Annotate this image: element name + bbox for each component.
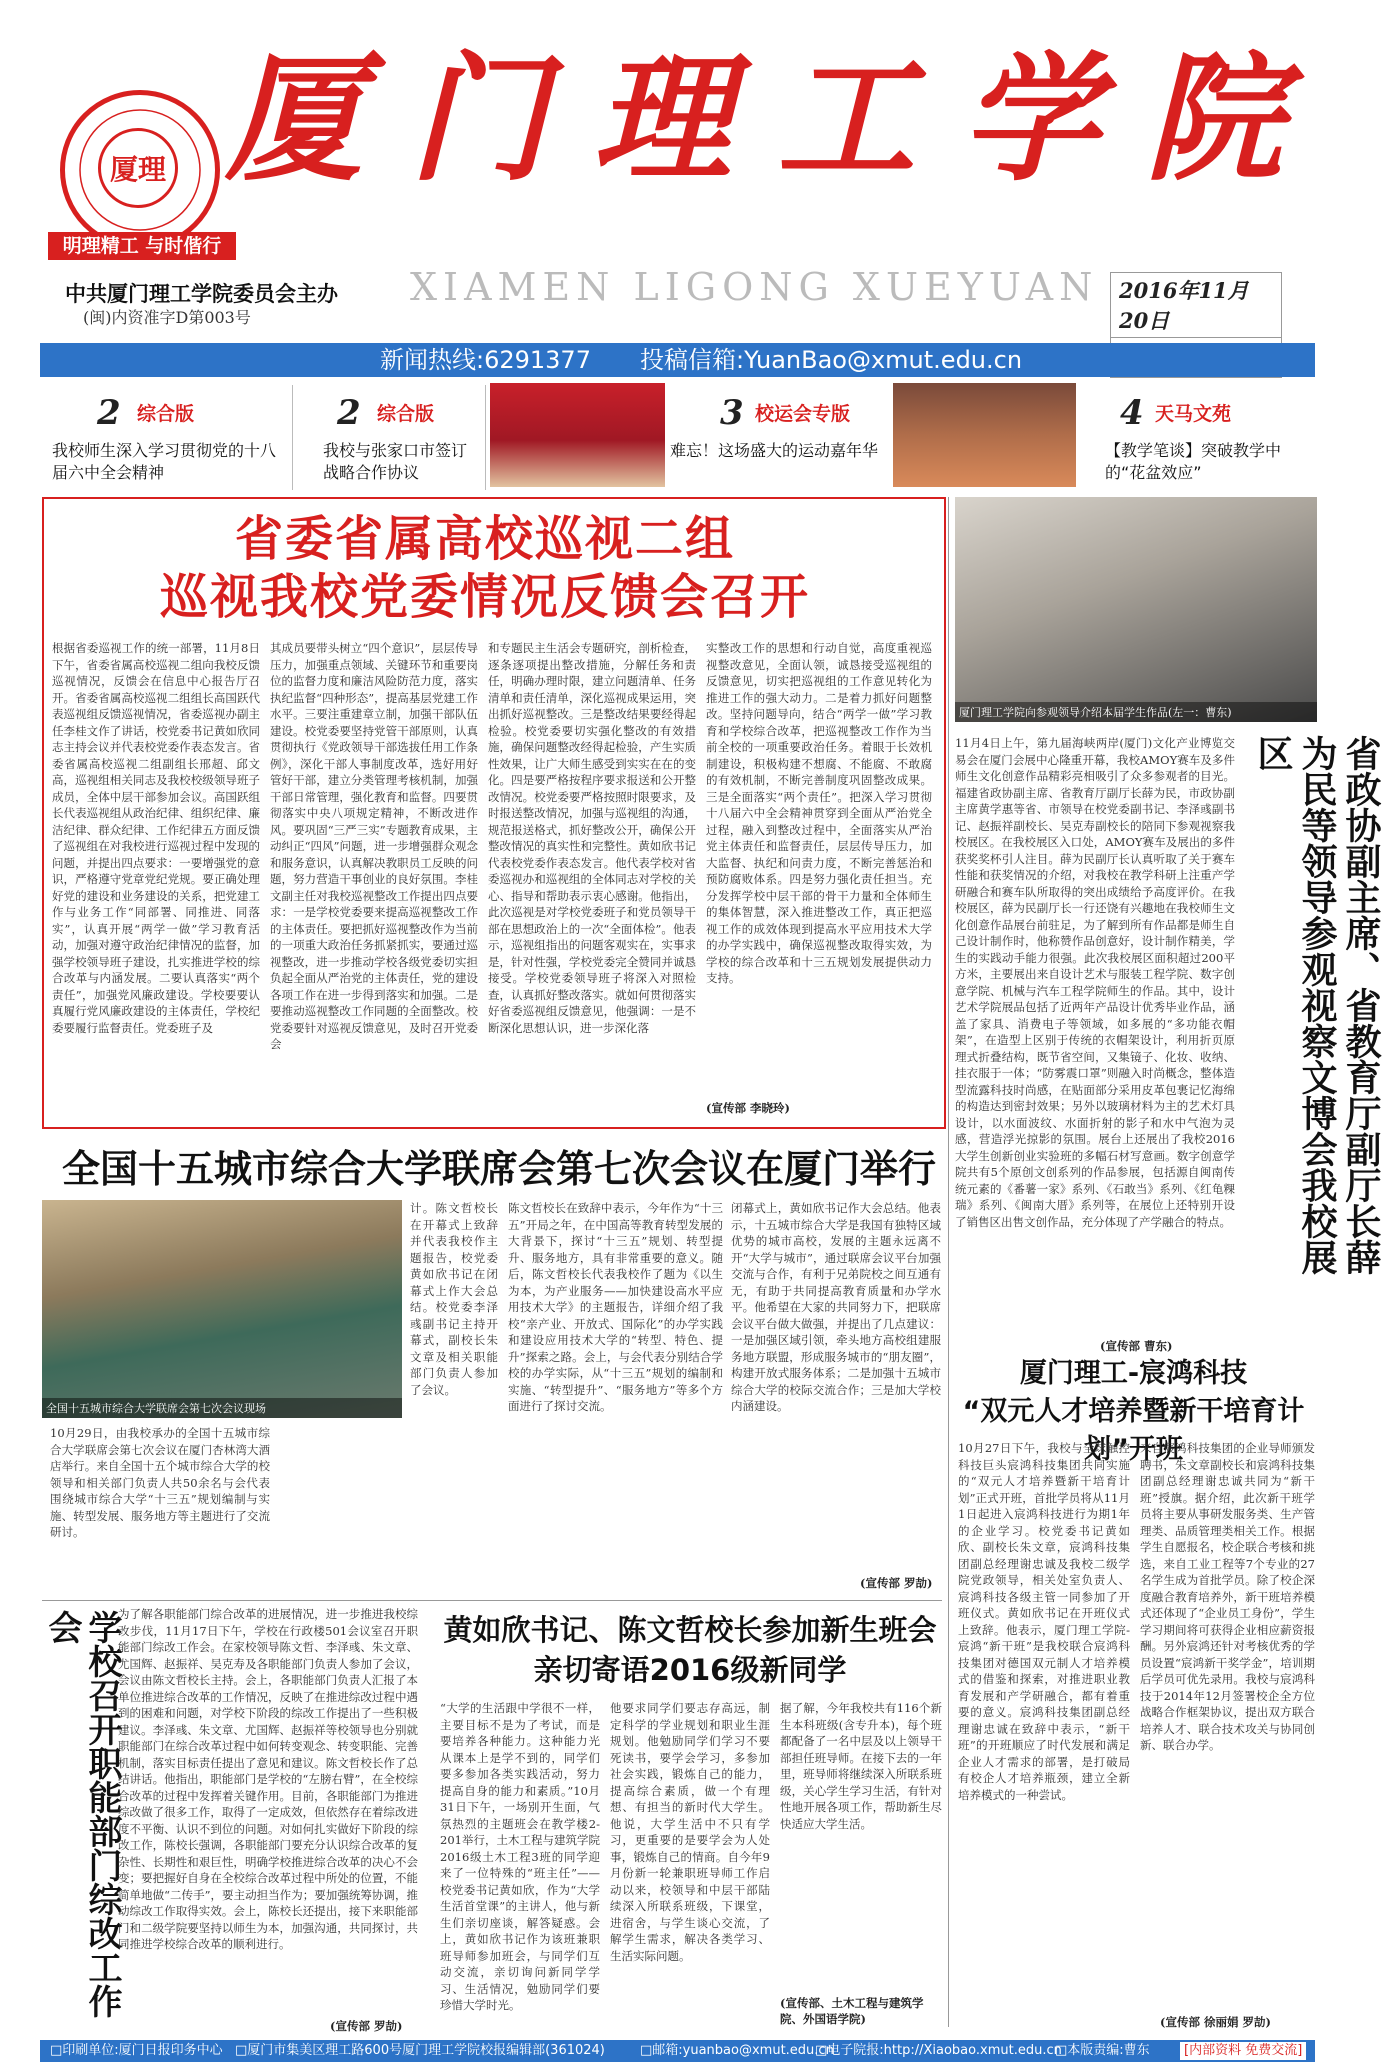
teaser-section: 综合版 bbox=[377, 403, 435, 425]
teaser-3[interactable] bbox=[665, 385, 890, 490]
reform-byline: (宣传部 罗劼) bbox=[330, 2019, 403, 2033]
teaser-4[interactable] bbox=[1080, 385, 1315, 490]
freshman-column-2: 他要求同学们要志存高远，制定科学的学业规划和职业生涯规划。他勉励同学们学习不要死读书，要学会学习，多参加社会实践，锻炼自己的能力，提高综合素质，做一个有理想、有担当的新时代大学生。他说，大学生活中不只有学习，更重要的是要学会为人处事，锻炼自己的情商。自今年9月份新一轮兼职班导师工作启动以来，校领导和中层干部陆续深入所联系班级，下课堂，进宿舍，与学生谈心交流，了解学生需求，解决各类学习、生活实际问题。 bbox=[610, 1701, 770, 1963]
coop-column-2: 来自宸鸿科技集团的企业导师颁发聘书，朱文章副校长和宸鸿科技集团副总经理谢忠诚共同为“新干班”授旗。据介绍，此次新干班学员将主要从事研发服务类、生产管理类、品质管理类相关工作。根据学生自愿报名，校企联合考核和挑选，来自工业工程等7个专业的27名学生成为首批学员。除了校企深度融合教育培养外，新干班培养模式还体现了“企业员工身份”，学生学习期间将可获得企业相应薪资报酬。另外宸鸿还针对考核优秀的学员设置“宸鸿新干奖学金”，培训期后学员可优先录用。我校与宸鸿科技于2014年12月签署校企全方位战略合作框架协议，提出双方联合培养人才、联合技术攻关与协同创新、联合办学。 bbox=[1140, 1441, 1315, 1752]
lead-byline: (宣传部 李晓玲) bbox=[706, 1101, 790, 1115]
school-motto: 明理精工 与时偕行 bbox=[48, 232, 236, 260]
teaser-2[interactable] bbox=[295, 385, 486, 490]
coop-headline-line1: 厦门理工-宸鸿科技 bbox=[1019, 1358, 1248, 1389]
coop-column-1: 10月27日下午，我校与全球触控科技巨头宸鸿科技集团共同实施的“双元人才培养暨新干培育计划”正式开班，首批学员将从11月1日起进入宸鸿科技进行为期1年的企业学习。校党委书记黄如欣、副校长朱文章，宸鸿科技集团副总经理谢忠诚及我校二级学院党政领导，相关处室负责人、宸鸿科技各级主管一同参加了开班仪式。黄如欣书记在开班仪式上致辞。他表示，厦门理工学院-宸鸿“新干班”是我校联合宸鸿科技集团对德国双元制人才培养模式的借鉴和探索，对推进职业教育发展和产学研融合，都有着重要的意义。宸鸿科技集团副总经理谢忠诚在致辞中表示，“新干班”的开班顺应了时代发展和满足企业人才需求的部署，是打破局有校企人才培养瓶颈，建立全新培养模式的一种尝试。 bbox=[958, 1441, 1130, 1802]
footer-address: □厦门市集美区理工路600号厦门理工学院校报编辑部(361024) bbox=[235, 2043, 605, 2058]
expo-byline: (宣传部 曹东) bbox=[1100, 1339, 1173, 1353]
teaser-text: 我校师生深入学习贯彻党的十八届六中全会精神 bbox=[52, 441, 277, 482]
freshman-byline: (宣传部、土木工程与建筑学院、外国语学院) bbox=[780, 1996, 924, 2026]
school-logo bbox=[60, 90, 220, 250]
reform-body: 为了解各职能部门综合改革的进展情况，进一步推进我校综改步伐，11月17日下午，学校在行政楼501会议室召开职能部门综改工作会。在家校领导陈文哲、李泽彧、朱文章、尤国辉、赵振祥、吴克寿及各职能部门负责人参加了会议，会议由陈文哲校长主持。会上，各职能部门负责人汇报了本单位推进综合改革的工作情况，反映了在推进综改过程中遇到的困难和问题，对学校下阶段的综改工作提出了一些积极建议。李泽彧、朱文章、尤国辉、赵振祥等校领导也分别就职能部门在综合改革过程中如何转变观念、转变职能、完善机制，落实目标责任提出了意见和建议。陈文哲校长作了总结讲话。他指出，职能部门是学校的“左膀右臂”，在全校综合改革的过程中发挥着关键作用。目前，各职能部门为推进综改做了很多工作，取得了一定成效，但依然存在着综改进度不平衡、认识不到位的问题。对如何扎实做好下阶段的综改工作，陈校长强调，各职能部门要充分认识综合改革的复杂性、长期性和艰巨性，明确学校推进综合改革的决心不会变；要把握好自身在全校综合改革过程中所处的位置，不能简单地做“二传手”，要主动担当作为；要加强统筹协调，推动综改工作取得实效。会上，陈校长还提出，接下来职能部门和二级学院要坚持以师生为本，加强沟通，共同探讨，共同推进学校综合改革的顺利进行。 bbox=[118, 1607, 418, 1951]
conference-column-2: 陈文哲校长在致辞中表示，今年作为“十三五”开局之年，在中国高等教育转型发展的大背景下，探讨“十三五”规划、转型提升、服务地方，具有非常重要的意义。随后，陈文哲校长代表我校作了题为《以生为本，为产业服务——加快建设高水平应用技术大学》的主题报告，详细介绍了我校“亲产业、开放式、国际化”的办学实践和建设应用技术大学的“转型、特色、提升”探索之路。会上，与会代表分别结合学校的办学实际，从“十三五”规划的编制和实施、“转型提升”、“服务地方”等多个方面进行了探讨交流。 bbox=[508, 1201, 723, 1413]
sports-meet-photo bbox=[893, 383, 1076, 487]
freshman-column-3: 据了解，今年我校共有116个新生本科班级(含专升本)，每个班都配备了一名中层及以上领导干部担任班导师。在接下去的一年里，班导师将继续深入所联系班级，关心学生学习生活，有针对性地开展各项工作，帮助新生尽快适应大学生活。 bbox=[780, 1701, 942, 1831]
freshman-headline-line1: 黄如欣书记、陈文哲校长参加新生班会 bbox=[443, 1613, 937, 1647]
column-divider bbox=[948, 497, 949, 2027]
footer-printer: □印刷单位:厦门日报印务中心 bbox=[50, 2043, 223, 2058]
news-hotline: 新闻热线:6291377 bbox=[380, 346, 591, 374]
footer-bar bbox=[40, 2040, 1315, 2062]
teaser-page-number: 3 bbox=[720, 393, 744, 433]
conference-column-3: 闭幕式上，黄如欣书记作大会总结。他表示，十五城市综合大学是我国有独特区域优势的城市高校，发展的主题永远离不开“大学与城市”，通过联席会议平台加强交流与合作，有利于兄弟院校之间互通有无，有助于共同提高教育质量和办学水平。他希望在大家的共同努力下，把联席会议平台做大做强，并提出了几点建议：一是加强区域引领，牵头地方高校组建服务地方联盟，形成服务城市的“朋友圈”，构建开放式服务体系；二是加强十五城市综合大学的校际交流合作；三是加大学校内涵建设。 bbox=[731, 1201, 941, 1413]
lead-headline-line2: 巡视我校党委情况反馈会召开 bbox=[159, 569, 810, 625]
signing-ceremony-photo bbox=[490, 383, 665, 487]
conference-photo bbox=[42, 1200, 402, 1418]
logo-ring-icon bbox=[65, 95, 215, 245]
teaser-text: 难忘！这场盛大的运动嘉年华 bbox=[670, 441, 879, 460]
conference-column-1b bbox=[280, 1425, 500, 1590]
lead-column-3: 和专题民主生活会专题研究，剖析检查，逐条逐项提出整改措施，分解任务和责任，明确办理时限，建立问题清单、任务清单和责任清单，深化巡视成果运用，突出抓好巡视整改。三是整改结果要经得起检验。校党委要切实强化整改的有效措施，确保问题整改经得起检验，产生实质性效果，让广大师生感受到实实在在的变化。四是要严格按程序要求报送和公开整改情况。校党委要严格按照时限要求，及时报送整改情况，加强与巡视组的沟通，规范报送格式，抓好整改公开，确保公开整改情况的真实性和完整性。黄如欣书记代表校党委作表态发言。他代表学校对省委巡视办和巡视组的全体同志对学校的关心、指导和帮助表示衷心感谢。他指出，此次巡视是对学校党委班子和党员领导干部在思想政治上的一次“全面体检”。他表示，巡视组指出的问题客观实在，实事求是，针对性强，学校党委完全赞同并诚恳接受。学校党委领导班子将深入对照检查，认真抓好整改落实。就如何贯彻落实好省委巡视组反馈意见，他强调：一是不断深化思想认识，进一步深化落 bbox=[488, 641, 696, 1035]
footer-editor: □本版责编:曹东 bbox=[1055, 2043, 1150, 2058]
expo-body: 11月4日上午，第九届海峡两岸(厦门)文化产业博览交易会在厦门会展中心隆重开幕，我校AMOY赛车及多件师生文化创意作品精彩亮相吸引了众多参观者的目光。福建省政协副主席、省教育厅副厅长薛为民，市政协副主席黄学惠等省、市领导在校党委副书记、李泽彧副书记、赵振祥副校长、吴克寿副校长的陪同下参观视察我校展区。在我校展区入口处，AMOY赛车及展出的多件获奖奖杯引人注目。薛为民副厅长认真听取了关于赛车性能和获奖情况的介绍，对我校在教学科研上注重产学研融合和赛车队所取得的突出成绩给予高度评价。在我校展区，薛为民副厅长一行还饶有兴趣地在我校师生文化创意作品展台前驻足，为了解到所有作品都是师生自己设计制作时，他称赞作品创意好，设计制作精美，学生的实践动手能力很强。此次我校展区面积超过200平方米，主要展出来自设计艺术与服装工程学院、数字创意学院、机械与汽车工程学院师生的作品。其中，设计艺术学院展品包括了近两年产品设计优秀毕业作品，涵盖了家具、消费电子等领域，如多展的“多功能衣帽架”，在造型上区别于传统的衣帽架设计，利用折页原理式折叠结构，既节省空间，又集镜子、化妆、收纳、挂衣服于一体；“防雾震口罩”则融入时尚概念，整体造型流露科技时尚感，在贴面部分采用皮革包裹记忆海绵的构造达到密封效果；另外以玻璃材料为主的艺术灯具设计，以水面波纹、水面折射的影子和水中气泡为灵感，营造浮光掠影的氛围。展台上还展出了我校2016大学生创新创业实验班的多幅石材写意画。数字创意学院共有5个原创文创系列的作品参展，包括源自闽南传统元素的《番薯一家》系列、《石敢当》系列、《红龟粿瑞》系列、《闽南大厝》系列等，在展位上还特别开设了销售区出售文创作品，充分体现了产学融合的特点。 bbox=[955, 736, 1235, 1229]
freshman-column-1: “大学的生活跟中学很不一样，主要目标不是为了考试，而是要培养各种能力。这种能力光从课本上是学不到的，同学们要多参加各类实践活动，努力提高自身的能力和素质。”10月31日下午，一场别开生面，气氛热烈的主题班会在教学楼2-201举行，土木工程与建筑学院2016级土木工程3班的同学迎来了一位特殊的“班主任”——校党委书记黄如欣，作为“大学生活首堂课”的主讲人，他与新生们亲切座谈，解答疑惑。会上，黄如欣书记作为该班兼职班导师参加班会，与同学们互动交流，亲切询问新同学学习、生活情况，勉励同学们要珍惜大学时光。 bbox=[440, 1701, 600, 2012]
section-divider bbox=[42, 1600, 942, 1601]
lead-headline-line1: 省委省属高校巡视二组 bbox=[234, 511, 735, 567]
submission-email[interactable]: 投稿信箱:YuanBao@xmut.edu.cn bbox=[640, 346, 1023, 374]
lead-column-4: 实整改工作的思想和行动自觉，高度重视巡视整改意见，全面认领，诚恳接受巡视组的反馈意见，切实把巡视组的工作意见转化为推进工作的强大动力。二是着力抓好问题整改。坚持问题导向，结合“两学一做”学习教育和学校综合改革，把巡视整改工作作为当前全校的一项重要政治任务。着眼于长效机制建设，积极构建不想腐、不能腐、不敢腐的有效机制，不断完善制度巩固整改成果。三是全面落实“两个责任”。把深入学习贯彻十八届六中全会精神贯穿到全面从严治党全过程，融入到整改过程中，全面落实从严治党主体责任和监督责任，层层传导压力，加大监督、执纪和问责力度，不断完善惩治和预防腐败体系。四是努力强化责任担当。充分发挥学校中层干部的骨干力量和全体师生的集体智慧，深入推进整改工作，真正把巡视工作的成效体现到提高水平应用技术大学的办学实践中，确保巡视整改取得实效，为学校的综合改革和十三五规划发展提供动力支持。 bbox=[706, 641, 932, 985]
teaser-text: 【教学笔谈】突破教学中的“花盆效应” bbox=[1105, 441, 1282, 482]
lead-headline[interactable] bbox=[90, 510, 880, 626]
teaser-text: 我校与张家口市签订战略合作协议 bbox=[323, 441, 468, 482]
teaser-section: 校运会专版 bbox=[755, 403, 851, 425]
footer-email[interactable]: □邮箱:yuanbao@xmut.edu.cn bbox=[640, 2043, 834, 2058]
coop-byline: (宣传部 徐丽娟 罗劼) bbox=[1160, 2015, 1271, 2029]
license-number: (闽)内资准字D第003号 bbox=[83, 308, 251, 327]
freshman-headline[interactable] bbox=[440, 1610, 940, 1690]
conference-intro-side: 计。陈文哲校长在开幕式上致辞并代表我校作主题报告，校党委黄如欣书记在闭幕式上作大会总结。校党委李泽彧副书记主持开幕式，副校长朱文章及相关职能部门负责人参加了会议。 bbox=[410, 1201, 498, 1397]
conference-column-1: 10月29日，由我校承办的全国十五城市综合大学联席会第七次会议在厦门杏林湾大酒店举行。来自全国十五个城市综合大学的校领导和相关部门负责人共50余名与会代表围绕城市综合大学“十三五”规划编制与实施、转型发展、服务地方等主题进行了交流研讨。 bbox=[50, 1426, 270, 1539]
expo-photo-caption: 厦门理工学院向参观领导介绍本届学生作品(左一：曹东) bbox=[955, 702, 1317, 722]
conference-byline: (宣传部 罗劼) bbox=[860, 1576, 933, 1590]
lead-column-1: 根据省委巡视工作的统一部署，11月8日下午，省委省属高校巡视二组向我校反馈巡视情况，反馈会在信息中心报告厅召开。省委省属高校巡视二组组长高国跃代表巡视组反馈巡视情况，省委巡视办副主任李桂文作了讲话，校党委书记黄如欣同志主持会议并代表校党委作表态发言。省委省属高校巡视二组副组长邢超、邱文高，巡视组相关同志及我校校级领导班子成员，全体中层干部参加会议。高国跃组长代表巡视组从政治纪律、组织纪律、廉洁纪律、群众纪律、工作纪律五方面反馈了巡视组在对我校进行巡视过程中发现的问题，并提出四点要求：一要增强党的意识，严格遵守党章党纪党规。要正确处理好党的建设和业务建设的关系，把党建工作与业务工作“同部署、同推进、同落实”，认真开展“两学一做”学习教育活动，加强对遵守政治纪律情况的监督，加强学校领导班子建设，扎实推进学校的综合改革与内涵发展。二要认真落实“两个责任”，加强党风廉政建设。学校要要认真履行党风廉政建设的主体责任，学校纪委要履行监督责任。党委班子及 bbox=[52, 641, 260, 1035]
teaser-page-number: 2 bbox=[97, 393, 121, 433]
expo-headline[interactable]: 省政协副主席、省教育厅副厅长薛为民等领导参观视察文博会我校展区 bbox=[1252, 735, 1381, 1275]
sponsor-line: 中共厦门理工学院委员会主办 bbox=[65, 281, 338, 306]
expo-visit-photo bbox=[955, 497, 1317, 722]
contact-bar bbox=[40, 343, 1315, 377]
teaser-1[interactable] bbox=[42, 385, 293, 490]
title-pinyin: XIAMEN LIGONG XUEYUAN bbox=[410, 265, 1099, 309]
conference-photo-caption: 全国十五城市综合大学联席会第七次会议现场 bbox=[42, 1398, 402, 1418]
teaser-section: 天马文苑 bbox=[1155, 403, 1232, 425]
footer-web[interactable]: □电子院报:http://Xiaobao.xmut.edu.cn bbox=[815, 2043, 1062, 2058]
logo-mark: 厦理 bbox=[98, 128, 178, 208]
coop-headline-line2: “双元人才培养暨新干培育计划”开班 bbox=[962, 1396, 1305, 1465]
teaser-page-number: 2 bbox=[337, 393, 361, 433]
freshman-headline-line2: 亲切寄语2016级新同学 bbox=[533, 1653, 847, 1687]
lead-column-2: 其成员要带头树立“四个意识”，层层传导压力，加强重点领域、关键环节和重要岗位的监督力度和廉洁风险防范力度，落实执纪监督“四种形态”，提高基层党建工作水平。三要注重建章立制，加强干部队伍建设。校党委要坚持党管干部原则，认真贯彻执行《党政领导干部选拔任用工作条例》，深化干部人事制度改革，选好用好管好干部，建立分类管理考核机制，加强干部日常管理，强化教育和监督。四要贯彻落实中央八项规定精神，不断改进作风。要巩固“三严三实”专题教育成果，主动纠正“四风”问题，进一步增强群众观念和服务意识，认真解决教职员工反映的问题，努力营造干事创业的良好氛围。李桂文副主任对我校巡视整改工作提出四点要求：一是学校党委要来提高巡视整改工作的主体责任。要把抓好巡视整改作为当前的一项重大政治任务抓紧抓实，要通过巡视整改，进一步推动学校各级党委切实担负起全面从严治党的主体责任，党的建设各项工作在进一步得到落实和加强。二是要推动巡视整改工作同题的全面整改。校党委要针对巡视反馈意见，及时召开党委会 bbox=[270, 641, 478, 1051]
reform-headline[interactable]: 学校召开职能部门综改工作会 bbox=[42, 1610, 122, 2018]
conference-headline[interactable]: 全国十五城市综合大学联席会第七次会议在厦门举行 bbox=[62, 1147, 937, 1191]
teaser-section: 综合版 bbox=[137, 403, 195, 425]
newspaper-title: 厦门理工学院 bbox=[225, 37, 1330, 200]
issue-date: 2016年11月20日 bbox=[1119, 278, 1249, 333]
teaser-page-number: 4 bbox=[1120, 393, 1144, 433]
footer-note: [内部资料 免费交流] bbox=[1180, 2042, 1306, 2060]
